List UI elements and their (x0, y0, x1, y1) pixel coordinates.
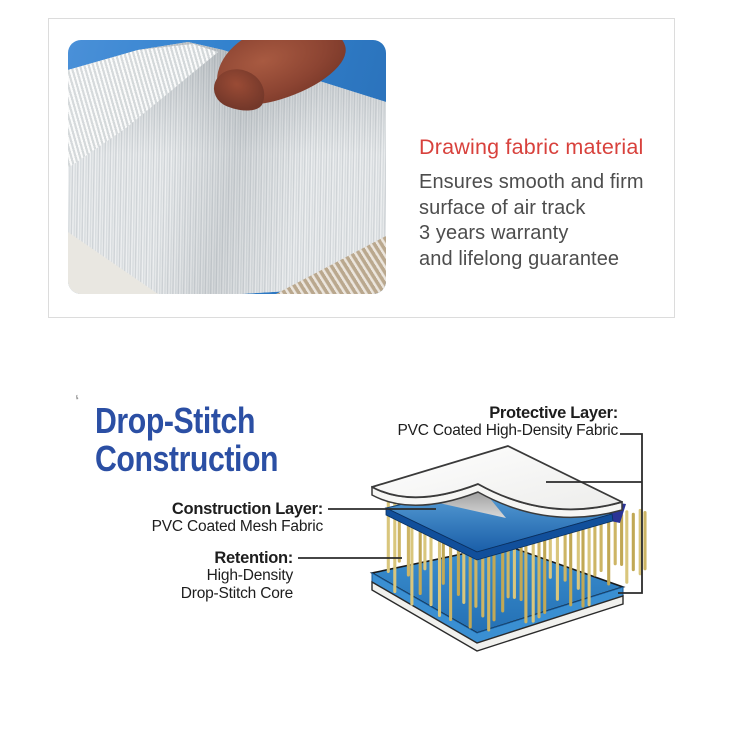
retention-heading: Retention: (214, 549, 293, 567)
fabric-photo (68, 40, 386, 294)
material-title: Drawing fabric material (419, 135, 644, 159)
stray-quote-mark: ‘ (74, 391, 82, 414)
description-line: surface of air track (419, 196, 586, 219)
material-description (419, 170, 644, 272)
diagram-title-line1: Drop-Stitch (95, 400, 256, 441)
description-line: 3 years warranty (419, 222, 569, 244)
diagram-title-line2: Construction (95, 438, 279, 479)
construction-layer-label (152, 500, 323, 536)
protective-layer-label (397, 404, 618, 440)
description-line: and lifelong guarantee (419, 247, 620, 270)
protective-layer-detail: PVC Coated High-Density Fabric (397, 422, 618, 439)
retention-detail-line: High-Density (206, 567, 293, 584)
description-line: Ensures smooth and firm (419, 171, 644, 193)
material-info-card (48, 18, 675, 318)
construction-layer-detail: PVC Coated Mesh Fabric (151, 518, 323, 535)
retention-label (181, 549, 293, 602)
construction-layer-heading: Construction Layer: (171, 500, 323, 518)
retention-detail-line: Drop-Stitch Core (180, 584, 293, 602)
drop-stitch-illustration (0, 390, 750, 690)
protective-layer-heading: Protective Layer: (489, 404, 618, 422)
